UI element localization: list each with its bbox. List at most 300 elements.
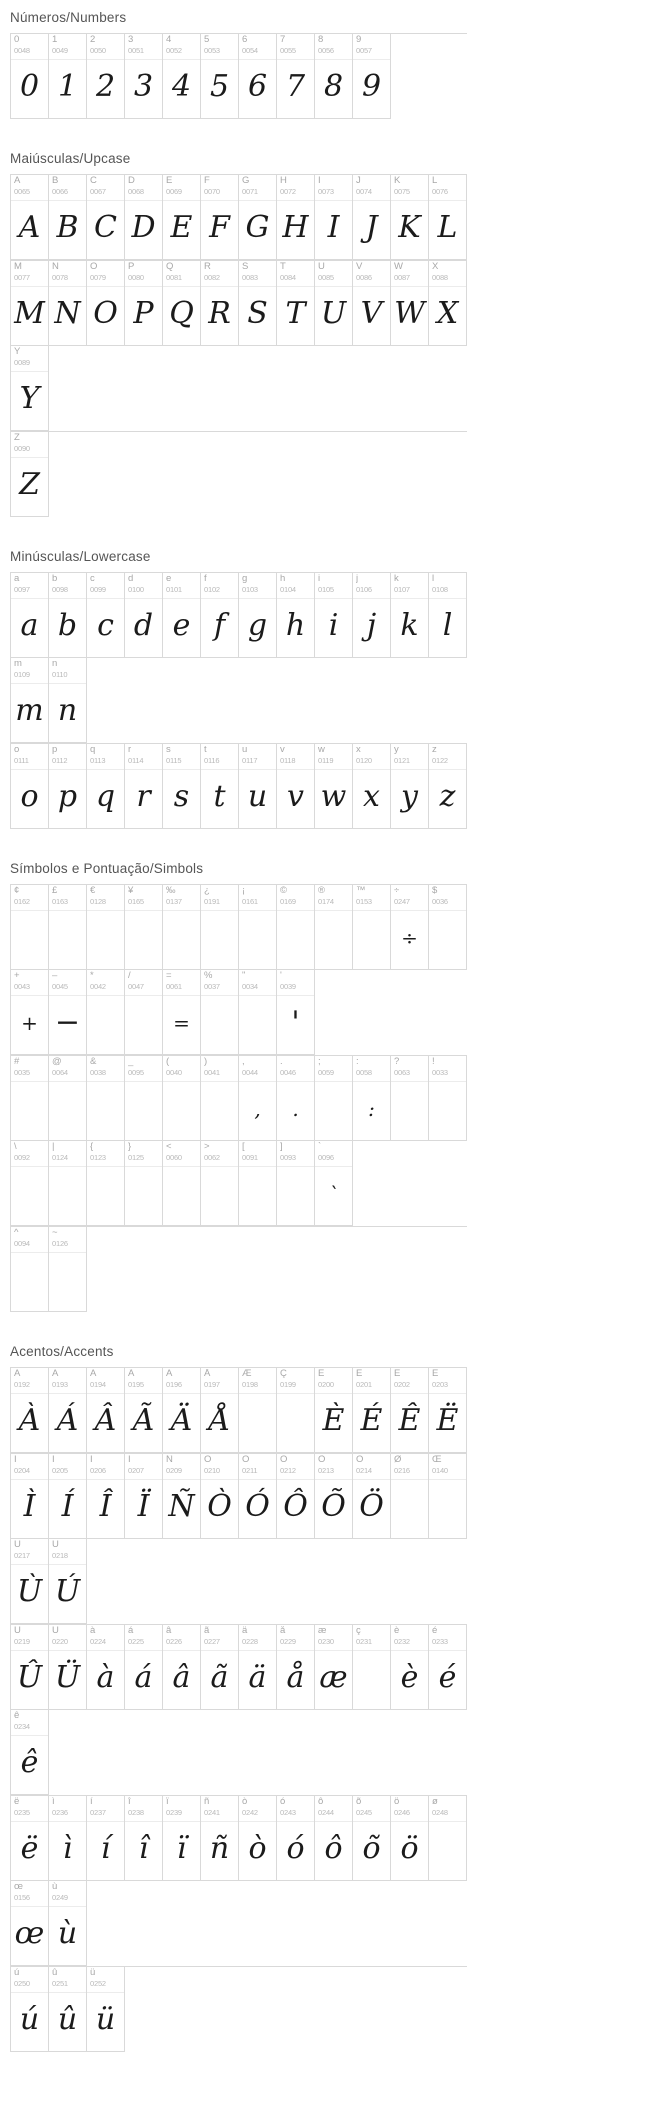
glyph-cell[interactable] (277, 175, 315, 260)
glyph-cell[interactable] (239, 261, 277, 346)
glyph-cell[interactable] (277, 1625, 315, 1710)
glyph-code-label: 0103 (242, 585, 258, 594)
glyph-preview: Í (61, 1489, 74, 1524)
glyph-cell[interactable] (11, 1056, 49, 1141)
glyph-cell[interactable] (315, 1454, 353, 1539)
glyph-char-label: € (90, 886, 96, 896)
glyph-char-label: M (14, 262, 22, 272)
glyph-preview: Q (169, 296, 194, 331)
glyph-cell[interactable] (49, 1056, 87, 1141)
glyph-preview: Ì (23, 1489, 36, 1524)
glyph-cell[interactable] (201, 34, 239, 119)
glyph-cell[interactable] (125, 885, 163, 970)
glyph-cell[interactable] (11, 1227, 49, 1312)
glyph-cell[interactable] (163, 34, 201, 119)
glyph-cell-header (315, 34, 352, 60)
glyph-cell-header (353, 1625, 390, 1651)
glyph-cell[interactable] (11, 658, 49, 743)
glyph-cell-header (87, 261, 124, 287)
glyph-char-label: – (52, 971, 58, 981)
glyph-cell[interactable] (277, 970, 315, 1055)
glyph-cell[interactable] (11, 1881, 49, 1966)
glyph-preview (429, 1822, 466, 1880)
glyph-cell[interactable] (49, 658, 87, 743)
glyph-cell[interactable] (87, 744, 125, 829)
glyph-char-label: S (242, 262, 249, 272)
glyph-cell[interactable] (163, 261, 201, 346)
glyph-cell[interactable] (353, 1056, 391, 1141)
glyph-code-label: 0049 (52, 46, 68, 55)
glyph-cell[interactable] (201, 1625, 239, 1710)
glyph-cell-header (315, 1625, 352, 1651)
glyph-code-label: 0250 (14, 1979, 30, 1988)
glyph-preview: z (439, 779, 456, 814)
glyph-cell[interactable] (429, 1368, 467, 1453)
glyph-char-label: Í (52, 1455, 55, 1465)
glyph-cell[interactable] (353, 34, 391, 119)
glyph-char-label: î (128, 1797, 131, 1807)
glyph-cell[interactable] (163, 1141, 201, 1226)
glyph-cell[interactable] (201, 1056, 239, 1141)
glyph-row (10, 1795, 467, 1966)
glyph-char-label: n (52, 659, 58, 669)
glyph-char-label: ï (166, 1797, 169, 1807)
glyph-cell[interactable] (315, 261, 353, 346)
glyph-cell[interactable] (429, 1056, 467, 1141)
glyph-cell[interactable] (353, 1368, 391, 1453)
glyph-code-label: 0075 (394, 187, 410, 196)
glyph-cell[interactable] (87, 1967, 125, 2052)
glyph-cell[interactable] (391, 1368, 429, 1453)
glyph-cell-header (11, 175, 48, 201)
glyph-cell[interactable] (163, 1796, 201, 1881)
glyph-char-label: è (394, 1626, 400, 1636)
glyph-cell[interactable] (87, 1625, 125, 1710)
section-title: Números/Numbers (10, 10, 127, 25)
glyph-code-label: 0089 (14, 358, 30, 367)
glyph-code-label: 0059 (318, 1068, 334, 1077)
glyph-cell[interactable] (125, 1625, 163, 1710)
glyph-cell[interactable] (239, 1056, 277, 1141)
glyph-cell[interactable] (201, 1141, 239, 1226)
glyph-char-label: æ (318, 1626, 327, 1636)
glyph-char-label: Ö (356, 1455, 364, 1465)
glyph-cell[interactable] (239, 175, 277, 260)
glyph-cell[interactable] (239, 1796, 277, 1881)
glyph-cell-header (391, 1625, 428, 1651)
glyph-code-label: 0042 (90, 982, 106, 991)
glyph-code-label: 0242 (242, 1808, 258, 1817)
glyph-code-label: 0199 (280, 1380, 296, 1389)
glyph-cell[interactable] (315, 573, 353, 658)
glyph-cell[interactable] (201, 261, 239, 346)
glyph-preview: õ (362, 1831, 381, 1866)
glyph-cell[interactable] (391, 1056, 429, 1141)
glyph-char-label: J (356, 176, 361, 186)
glyph-cell[interactable] (125, 1454, 163, 1539)
glyph-cell[interactable] (49, 175, 87, 260)
glyph-preview: p (57, 779, 78, 814)
glyph-preview: È (322, 1403, 345, 1438)
glyph-code-label: 0056 (318, 46, 334, 55)
glyph-cell-header (49, 1454, 86, 1480)
glyph-cell[interactable] (87, 885, 125, 970)
glyph-cell[interactable] (429, 1796, 467, 1881)
glyph-cell[interactable] (201, 885, 239, 970)
glyph-char-label: ê (14, 1711, 20, 1721)
glyph-cell[interactable] (49, 1368, 87, 1453)
glyph-cell[interactable] (277, 1141, 315, 1226)
glyph-cell[interactable] (49, 1881, 87, 1966)
glyph-cell[interactable] (11, 1625, 49, 1710)
glyph-cell-header (201, 744, 238, 770)
glyph-cell-header (87, 744, 124, 770)
glyph-code-label: 0137 (166, 897, 182, 906)
glyph-char-label: v (280, 745, 285, 755)
glyph-cell[interactable] (239, 744, 277, 829)
glyph-cell[interactable] (87, 34, 125, 119)
glyph-cell[interactable] (49, 1141, 87, 1226)
glyph-code-label: 0083 (242, 273, 258, 282)
glyph-char-label: P (128, 262, 135, 272)
glyph-code-label: 0094 (14, 1239, 30, 1248)
glyph-preview: è (400, 1660, 419, 1695)
glyph-cell-header (87, 34, 124, 60)
glyph-cell[interactable] (163, 573, 201, 658)
glyph-cell[interactable] (201, 744, 239, 829)
glyph-char-label: ù (52, 1882, 58, 1892)
glyph-char-label: u (242, 745, 248, 755)
glyph-char-label: Î (90, 1455, 93, 1465)
glyph-cell[interactable] (277, 744, 315, 829)
glyph-cell[interactable] (429, 175, 467, 260)
glyph-cell[interactable] (125, 573, 163, 658)
glyph-cell[interactable] (49, 261, 87, 346)
glyph-cell[interactable] (87, 1796, 125, 1881)
glyph-cell[interactable] (391, 175, 429, 260)
glyph-preview: ê (20, 1745, 39, 1780)
glyph-cell[interactable] (87, 573, 125, 658)
glyph-cell[interactable] (239, 573, 277, 658)
glyph-char-label: ô (318, 1797, 324, 1807)
glyph-cell[interactable] (11, 261, 49, 346)
glyph-code-label: 0098 (52, 585, 68, 594)
glyph-cell[interactable] (163, 1454, 201, 1539)
glyph-code-label: 0107 (394, 585, 410, 594)
glyph-cell[interactable] (125, 970, 163, 1055)
glyph-cell[interactable] (125, 261, 163, 346)
glyph-preview: d (133, 608, 154, 643)
glyph-cell[interactable] (277, 1056, 315, 1141)
glyph-cell[interactable] (201, 970, 239, 1055)
glyph-cell[interactable] (87, 1056, 125, 1141)
glyph-char-label: o (14, 745, 20, 755)
glyph-cell-header (49, 1967, 86, 1993)
glyph-char-label: g (242, 574, 248, 584)
glyph-cell[interactable] (49, 744, 87, 829)
glyph-cell[interactable] (163, 744, 201, 829)
glyph-code-label: 0211 (242, 1466, 258, 1475)
glyph-char-label: d (128, 574, 134, 584)
glyph-code-label: 0101 (166, 585, 182, 594)
glyph-cell[interactable] (429, 744, 467, 829)
glyph-cell[interactable] (353, 573, 391, 658)
glyph-cell-header (391, 1368, 428, 1394)
glyph-cell[interactable] (239, 1368, 277, 1453)
glyph-cell[interactable] (125, 1368, 163, 1453)
glyph-code-label: 0239 (166, 1808, 182, 1817)
glyph-preview: ò (248, 1831, 267, 1866)
glyph-cell[interactable] (315, 1056, 353, 1141)
glyph-preview: í (100, 1831, 111, 1866)
glyph-cell[interactable] (429, 885, 467, 970)
glyph-cell[interactable] (87, 1454, 125, 1539)
glyph-cell[interactable] (391, 1796, 429, 1881)
glyph-cell[interactable] (277, 885, 315, 970)
glyph-cell[interactable] (239, 885, 277, 970)
glyph-cell[interactable] (11, 346, 49, 431)
glyph-cell[interactable] (87, 1368, 125, 1453)
glyph-preview: J (365, 210, 378, 245)
glyph-code-label: 0111 (14, 756, 29, 765)
glyph-cell[interactable] (201, 1796, 239, 1881)
glyph-cell[interactable] (11, 175, 49, 260)
glyph-cell[interactable] (49, 1625, 87, 1710)
glyph-cell[interactable] (163, 1056, 201, 1141)
glyph-cell[interactable] (87, 1141, 125, 1226)
glyph-cell[interactable] (163, 885, 201, 970)
glyph-cell[interactable] (49, 1227, 87, 1312)
glyph-cell[interactable] (11, 1710, 49, 1795)
glyph-cell-header (201, 261, 238, 287)
glyph-code-label: 0245 (356, 1808, 372, 1817)
glyph-cell[interactable] (429, 1625, 467, 1710)
glyph-code-label: 0064 (52, 1068, 68, 1077)
glyph-cell[interactable] (49, 1796, 87, 1881)
glyph-cell[interactable] (429, 261, 467, 346)
glyph-cell[interactable] (11, 34, 49, 119)
glyph-cell[interactable] (353, 1454, 391, 1539)
glyph-code-label: 0207 (128, 1466, 144, 1475)
glyph-cell-header (49, 34, 86, 60)
glyph-cell[interactable] (315, 744, 353, 829)
glyph-char-label: , (242, 1057, 245, 1067)
glyph-cell[interactable] (239, 34, 277, 119)
glyph-cell-header (239, 970, 276, 996)
glyph-code-label: 0213 (318, 1466, 334, 1475)
glyph-code-label: 0251 (52, 1979, 68, 1988)
glyph-cell[interactable] (49, 1539, 87, 1624)
glyph-cell[interactable] (49, 885, 87, 970)
glyph-preview: Â (94, 1403, 117, 1438)
glyph-cell[interactable] (239, 1454, 277, 1539)
glyph-code-label: 0079 (90, 273, 106, 282)
glyph-cell[interactable] (11, 1454, 49, 1539)
glyph-cell[interactable] (277, 573, 315, 658)
glyph-cell[interactable] (353, 1796, 391, 1881)
glyph-char-label: \ (14, 1142, 17, 1152)
glyph-preview: Ò (207, 1489, 232, 1524)
glyph-cell[interactable] (353, 1625, 391, 1710)
glyph-cell[interactable] (163, 970, 201, 1055)
glyph-code-label: 0204 (14, 1466, 30, 1475)
glyph-code-label: 0074 (356, 187, 372, 196)
glyph-preview: 0 (19, 69, 40, 104)
glyph-cell[interactable] (11, 885, 49, 970)
glyph-char-label: I (318, 176, 321, 186)
glyph-cell[interactable] (11, 1368, 49, 1453)
glyph-preview: Ö (359, 1489, 384, 1524)
glyph-cell[interactable] (49, 34, 87, 119)
glyph-cell[interactable] (277, 34, 315, 119)
glyph-cell-header (49, 261, 86, 287)
glyph-cell[interactable] (315, 1141, 353, 1226)
glyph-cell[interactable] (239, 1141, 277, 1226)
glyph-cell-header (239, 175, 276, 201)
glyph-cell[interactable] (11, 573, 49, 658)
glyph-cell[interactable] (391, 1454, 429, 1539)
glyph-code-label: 0054 (242, 46, 258, 55)
glyph-cell[interactable] (49, 970, 87, 1055)
glyph-char-label: w (318, 745, 325, 755)
glyph-cell[interactable] (125, 1056, 163, 1141)
glyph-cell[interactable] (125, 175, 163, 260)
glyph-cell[interactable] (201, 1368, 239, 1453)
glyph-char-label: H (280, 176, 287, 186)
glyph-cell[interactable] (163, 1625, 201, 1710)
glyph-row (10, 1226, 467, 1312)
glyph-cell[interactable] (125, 34, 163, 119)
glyph-cell[interactable] (163, 1368, 201, 1453)
glyph-cell[interactable] (353, 175, 391, 260)
glyph-cell[interactable] (429, 573, 467, 658)
glyph-cell-header (277, 1454, 314, 1480)
glyph-cell[interactable] (391, 1625, 429, 1710)
glyph-char-label: G (242, 176, 250, 186)
glyph-cell[interactable] (315, 1368, 353, 1453)
glyph-code-label: 0062 (204, 1153, 220, 1162)
glyph-cell[interactable] (391, 573, 429, 658)
glyph-code-label: 0210 (204, 1466, 220, 1475)
glyph-cell[interactable] (11, 744, 49, 829)
glyph-char-label: . (280, 1057, 283, 1067)
glyph-cell-header (201, 1625, 238, 1651)
glyph-preview (49, 1082, 86, 1140)
glyph-cell[interactable] (315, 1796, 353, 1881)
glyph-code-label: 0043 (14, 982, 30, 991)
glyph-cell-header (429, 1454, 466, 1480)
glyph-preview (239, 1167, 276, 1225)
glyph-cell-header (125, 1368, 162, 1394)
glyph-preview: o (20, 779, 39, 814)
glyph-preview (429, 1082, 466, 1140)
glyph-preview (239, 911, 276, 969)
glyph-cell[interactable] (49, 1454, 87, 1539)
glyph-cell[interactable] (353, 261, 391, 346)
glyph-cell[interactable] (277, 1454, 315, 1539)
glyph-preview: k (400, 608, 419, 643)
glyph-cell[interactable] (315, 1625, 353, 1710)
glyph-preview: ã (210, 1660, 229, 1695)
glyph-cell[interactable] (87, 175, 125, 260)
glyph-cell[interactable] (49, 1967, 87, 2052)
glyph-cell[interactable] (239, 970, 277, 1055)
glyph-char-label: ? (394, 1057, 400, 1067)
glyph-cell[interactable] (11, 432, 49, 517)
glyph-cell[interactable] (87, 261, 125, 346)
glyph-cell[interactable] (315, 175, 353, 260)
glyph-code-label: 0140 (432, 1466, 448, 1475)
glyph-cell[interactable] (125, 744, 163, 829)
glyph-cell[interactable] (429, 1454, 467, 1539)
glyph-char-label: œ (14, 1882, 23, 1892)
glyph-cell[interactable] (353, 744, 391, 829)
glyph-cell[interactable] (201, 573, 239, 658)
glyph-cell[interactable] (11, 970, 49, 1055)
glyph-cell-header (239, 744, 276, 770)
glyph-cell[interactable] (201, 1454, 239, 1539)
glyph-cell-header (277, 1625, 314, 1651)
glyph-cell[interactable] (125, 1796, 163, 1881)
glyph-cell[interactable] (125, 1141, 163, 1226)
glyph-cell[interactable] (11, 1539, 49, 1624)
glyph-cell[interactable] (239, 1625, 277, 1710)
glyph-cell[interactable] (315, 885, 353, 970)
glyph-preview: B (56, 210, 79, 245)
glyph-preview: 8 (323, 69, 344, 104)
glyph-code-label: 0093 (280, 1153, 296, 1162)
glyph-code-label: 0038 (90, 1068, 106, 1077)
glyph-char-label: â (166, 1626, 172, 1636)
glyph-cell[interactable] (353, 885, 391, 970)
glyph-cell-header (11, 1539, 48, 1565)
glyph-cell[interactable] (391, 744, 429, 829)
glyph-code-label: 0084 (280, 273, 296, 282)
glyph-code-label: 0044 (242, 1068, 258, 1077)
glyph-cell-header (353, 1056, 390, 1082)
glyph-cell[interactable] (391, 885, 429, 970)
glyph-code-label: 0252 (90, 1979, 106, 1988)
glyph-cell-header (163, 1796, 200, 1822)
glyph-cell[interactable] (163, 175, 201, 260)
glyph-cell-header (391, 573, 428, 599)
glyph-preview: å (286, 1660, 305, 1695)
glyph-char-label: s (166, 745, 171, 755)
glyph-cell-header (429, 1625, 466, 1651)
glyph-preview: E (170, 210, 193, 245)
glyph-cell[interactable] (49, 573, 87, 658)
glyph-cell[interactable] (11, 1141, 49, 1226)
glyph-code-label: 0225 (128, 1637, 144, 1646)
glyph-preview: + (21, 1011, 38, 1035)
glyph-cell[interactable] (87, 970, 125, 1055)
glyph-cell[interactable] (11, 1967, 49, 2052)
glyph-char-label: p (52, 745, 58, 755)
glyph-section (0, 0, 661, 119)
glyph-preview (49, 911, 86, 969)
glyph-preview: l (442, 608, 453, 643)
glyph-cell[interactable] (277, 1368, 315, 1453)
glyph-cell[interactable] (11, 1796, 49, 1881)
glyph-cell[interactable] (277, 261, 315, 346)
glyph-cell[interactable] (391, 261, 429, 346)
glyph-cell[interactable] (201, 175, 239, 260)
glyph-cell[interactable] (277, 1796, 315, 1881)
glyph-code-label: 0248 (432, 1808, 448, 1817)
glyph-preview (125, 1167, 162, 1225)
glyph-cell[interactable] (315, 34, 353, 119)
glyph-preview: L (437, 210, 458, 245)
